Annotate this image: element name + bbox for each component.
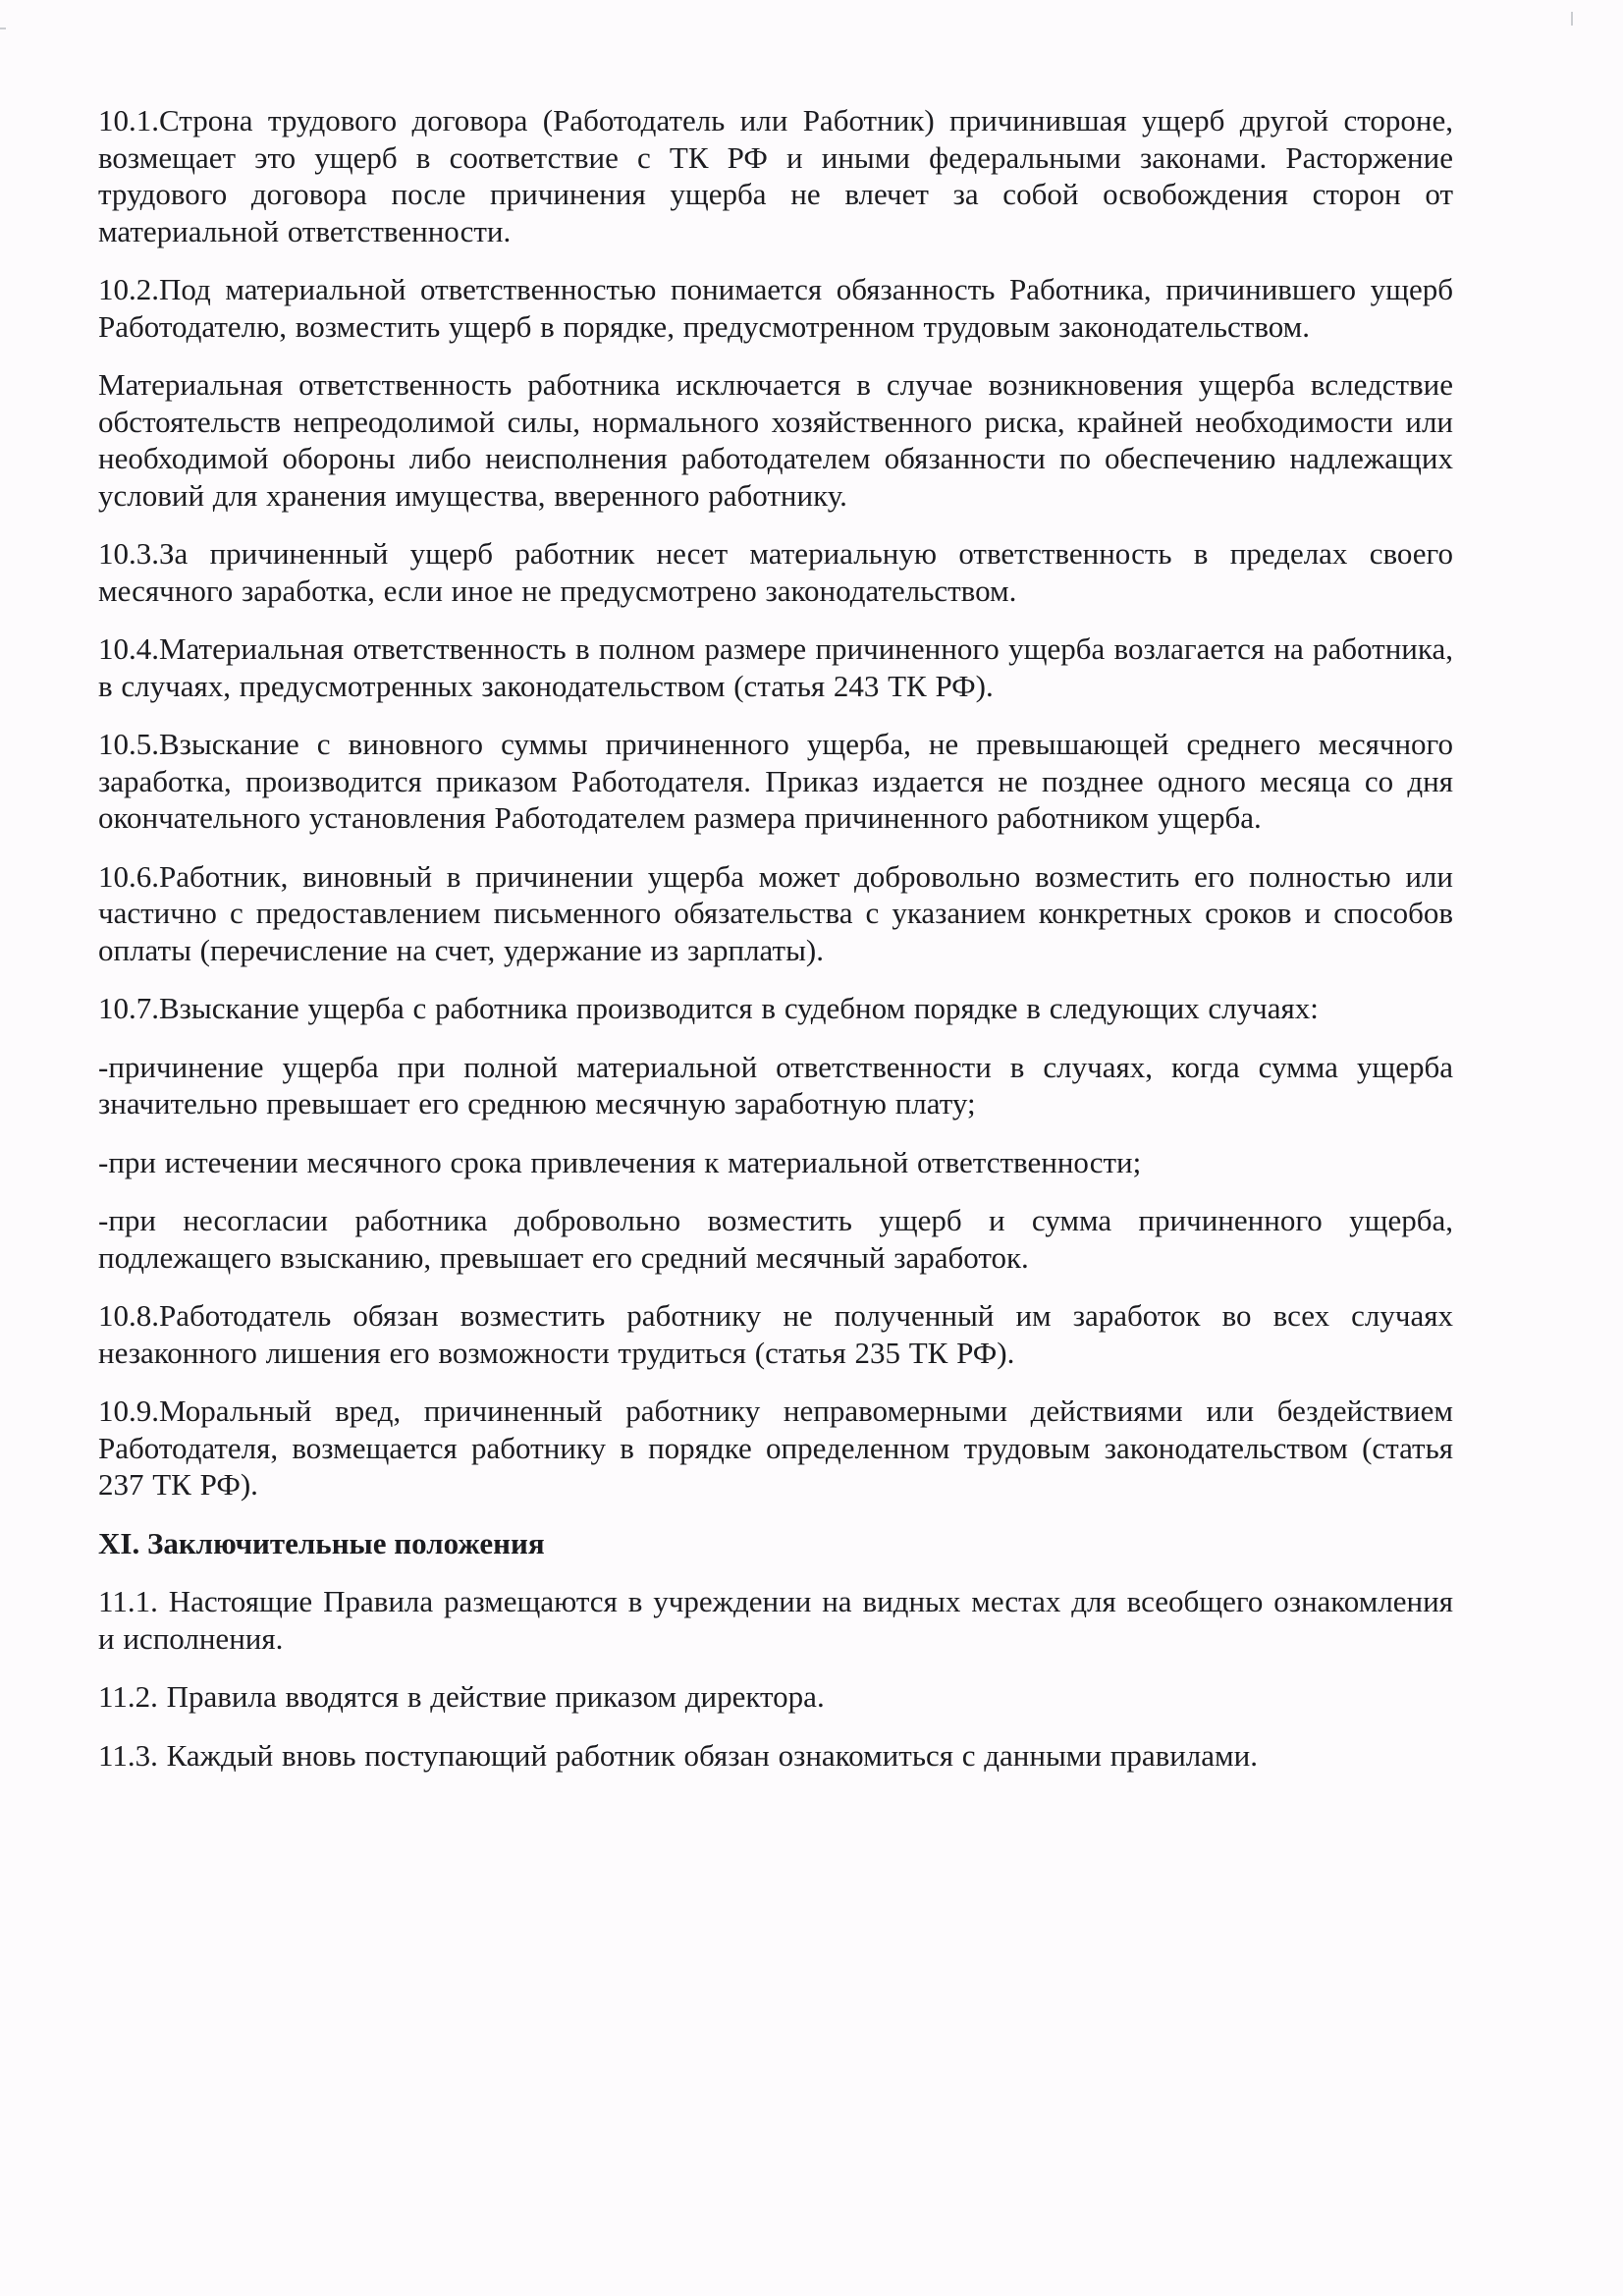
list-item-term-expiry: -при истечении месячного срока привлечения к материальной ответственности;	[98, 1144, 1142, 1179]
paragraph-10-2: 10.2.Под материальной ответственностью понимается обязанность Работника, причинившего ущерб Работодателю, возместить ущерб в порядке, предусмотренном трудовым законодательством.	[98, 272, 1453, 344]
paragraph-10-3: 10.3.За причиненный ущерб работник несет материальную ответственность в пределах своего месячного заработка, если иное не предусмотрено законодательством.	[98, 536, 1453, 608]
paragraph-liability-exclusion: Материальная ответственность работника исключается в случае возникновения ущерба вследствие обстоятельств непреодолимой силы, нормального хозяйственного риска, крайней необходимости или необходимой обороны либо неисполнения работодателем обязанности по обеспечению надлежащих условий для хранения имущества, вверенного работнику.	[98, 367, 1453, 513]
paragraph-10-9: 10.9.Моральный вред, причиненный работнику неправомерными действиями или бездействием Работодателя, возмещается работнику в порядке определенном трудовым законодательством (статья 237 ТК РФ).	[98, 1394, 1453, 1502]
paragraph-10-6: 10.6.Работник, виновный в причинении ущерба может добровольно возместить его полностью или частично с предоставлением письменного обязательства с указанием конкретных сроков и способов оплаты (перечисление на счет, удержание из зарплаты).	[98, 858, 1453, 967]
paragraph-11-3: 11.3. Каждый вновь поступающий работник обязан ознакомиться с данными правилами.	[98, 1737, 1258, 1773]
paragraph-11-2: 11.2. Правила вводятся в действие приказом директора.	[98, 1679, 825, 1714]
paragraph-10-4: 10.4.Материальная ответственность в полном размере причиненного ущерба возлагается на работника, в случаях, предусмотренных законодательством (статья 243 ТК РФ).	[98, 631, 1453, 703]
paragraph-10-8: 10.8.Работодатель обязан возместить работнику не полученный им заработок во всех случаях незаконного лишения его возможности трудиться (статья 235 ТК РФ).	[98, 1298, 1453, 1370]
scan-edge-mark	[0, 27, 6, 29]
paragraph-10-1: 10.1.Строна трудового договора (Работодатель или Работник) причинившая ущерб другой стороне, возмещает это ущерб в соответствие с ТК РФ и иными федеральными законами. Расторжение трудового договора после причинения ущерба не влечет за собой освобождения сторон от материальной ответственности.	[98, 103, 1453, 248]
document-body	[98, 102, 1453, 1795]
list-item-disagreement: -при несогласии работника добровольно возместить ущерб и сумма причиненного ущерба, подлежащего взысканию, превышает его средний месячный заработок.	[98, 1203, 1453, 1275]
scan-edge-mark	[1571, 12, 1573, 26]
section-heading: XI. Заключительные положения	[98, 1525, 545, 1560]
paragraph-11-1: 11.1. Настоящие Правила размещаются в учреждении на видных местах для всеобщего ознакомления и исполнения.	[98, 1584, 1453, 1656]
list-item-full-liability: -причинение ущерба при полной материальной ответственности в случаях, когда сумма ущерба значительно превышает его среднюю месячную заработную плату;	[98, 1049, 1453, 1121]
paragraph-10-5: 10.5.Взыскание с виновного суммы причиненного ущерба, не превышающей среднего месячного заработка, производится приказом Работодателя. Приказ издается не позднее одного месяца со дня окончательного установления Работодателем размера причиненного работником ущерба.	[98, 727, 1453, 835]
paragraph-10-7: 10.7.Взыскание ущерба с работника производится в судебном порядке в следующих случаях:	[98, 991, 1319, 1025]
